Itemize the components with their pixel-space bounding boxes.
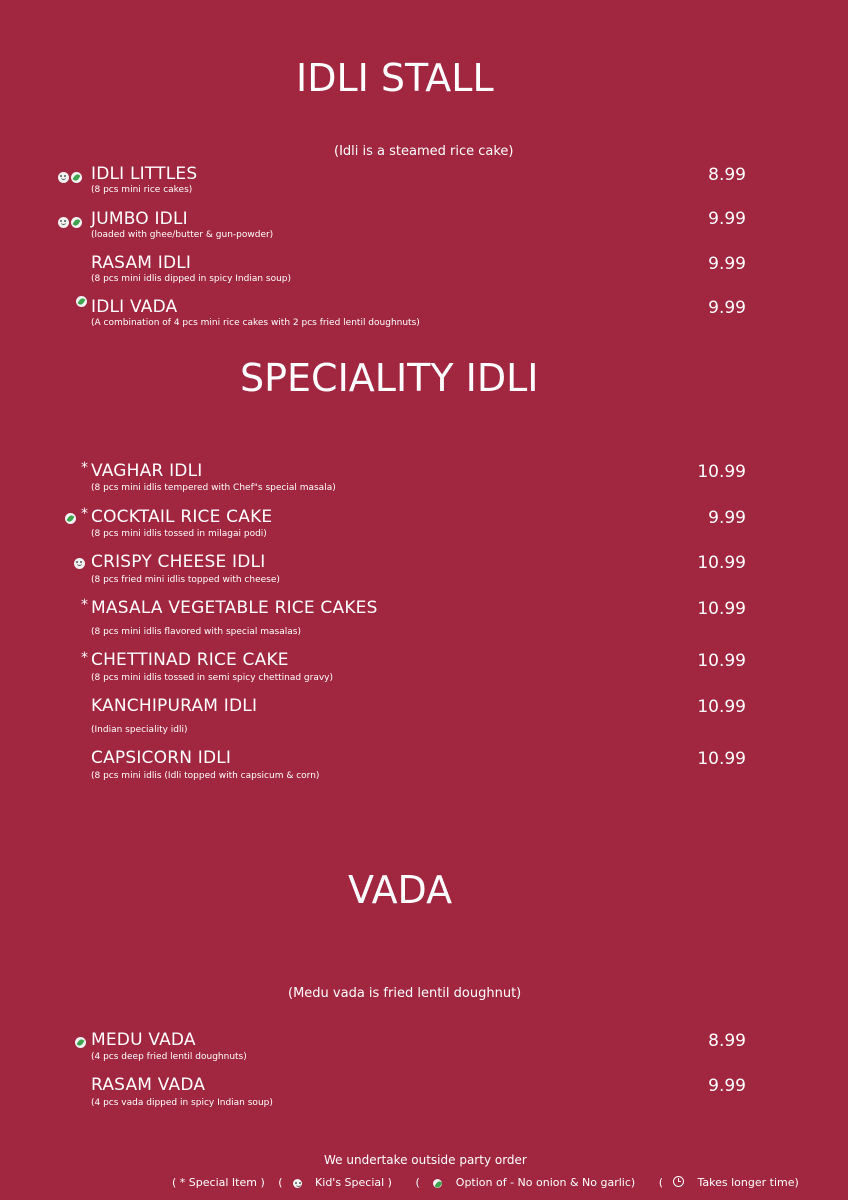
menu-item-price: 9.99 (708, 298, 746, 318)
legend (172, 1176, 819, 1189)
menu-item-price: 10.99 (697, 697, 746, 717)
menu-item-desc: (4 pcs deep fried lentil doughnuts) (91, 1052, 247, 1062)
no-onion-garlic-icon (75, 1037, 86, 1048)
menu-item-price: 9.99 (708, 508, 746, 528)
menu-item-name: COCKTAIL RICE CAKE (91, 507, 273, 527)
menu-item-desc: (Indian speciality idli) (91, 725, 188, 735)
menu-item-price: 10.99 (697, 749, 746, 769)
kids-special-icon (74, 558, 85, 569)
menu-item-price: 10.99 (697, 462, 746, 482)
no-onion-garlic-icon (76, 296, 87, 307)
section-title-vada: VADA (348, 868, 453, 912)
section-subtitle-idli-stall: (Idli is a steamed rice cake) (334, 144, 514, 159)
legend-option (415, 1176, 648, 1189)
kids-special-icon (58, 217, 69, 228)
menu-item-desc: (8 pcs mini idlis (Idli topped with capsicum & corn) (91, 771, 320, 781)
menu-item-name: KANCHIPURAM IDLI (91, 696, 258, 716)
menu-item-price: 10.99 (697, 553, 746, 573)
legend-paren: ( (278, 1176, 283, 1189)
legend-kids-text: Kid's Special ) (315, 1176, 392, 1189)
marker-group (58, 212, 82, 231)
menu-item-desc: (8 pcs mini idlis dipped in spicy Indian soup) (91, 274, 292, 284)
legend-special-item: ( * Special Item ) (172, 1176, 265, 1189)
menu-item-name: JUMBO IDLI (91, 209, 188, 229)
marker-group (58, 167, 82, 186)
menu-item-price: 9.99 (708, 1076, 746, 1096)
special-item-star: * (81, 460, 88, 476)
marker-group (76, 291, 87, 310)
kids-special-icon (58, 172, 69, 183)
menu-item-price: 9.99 (708, 254, 746, 274)
marker-group (74, 553, 85, 572)
menu-item-name: CRISPY CHEESE IDLI (91, 552, 266, 572)
menu-item-desc: (8 pcs mini rice cakes) (91, 185, 193, 195)
menu-item-name: RASAM VADA (91, 1075, 206, 1095)
menu-item-name: CAPSICORN IDLI (91, 748, 232, 768)
menu-item-desc: (A combination of 4 pcs mini rice cakes with 2 pcs fried lentil doughnuts) (91, 318, 420, 328)
section-title-speciality-idli: SPECIALITY IDLI (240, 356, 539, 400)
party-order-note: We undertake outside party order (324, 1153, 527, 1167)
menu-item-name: VAGHAR IDLI (91, 461, 203, 481)
legend-time-text: Takes longer time) (697, 1176, 799, 1189)
legend-longer-time (659, 1176, 809, 1189)
menu-item-name: RASAM IDLI (91, 253, 192, 273)
menu-item-desc: (loaded with ghee/butter & gun-powder) (91, 230, 274, 240)
special-item-star: * (81, 650, 88, 666)
no-onion-garlic-icon (65, 513, 76, 524)
legend-paren: ( (658, 1176, 663, 1189)
special-item-star: * (81, 597, 88, 613)
menu-item-price: 10.99 (697, 599, 746, 619)
menu-item-name: IDLI LITTLES (91, 164, 198, 184)
marker-group (75, 1032, 86, 1051)
section-title-idli-stall: IDLI STALL (296, 56, 494, 100)
menu-item-name: MASALA VEGETABLE RICE CAKES (91, 598, 378, 618)
menu-item-price: 8.99 (708, 165, 746, 185)
menu-item-desc: (8 pcs fried mini idlis topped with cheese) (91, 575, 280, 585)
special-item-star: * (81, 506, 88, 522)
no-onion-garlic-icon (71, 172, 82, 183)
menu-item-name: IDLI VADA (91, 297, 178, 317)
menu-item-price: 10.99 (697, 651, 746, 671)
menu-item-name: MEDU VADA (91, 1030, 196, 1050)
menu-item-desc: (4 pcs vada dipped in spicy Indian soup) (91, 1098, 273, 1108)
kids-special-icon (293, 1179, 302, 1188)
menu-item-desc: (8 pcs mini idlis flavored with special masalas) (91, 627, 301, 637)
menu-item-price: 9.99 (708, 209, 746, 229)
no-onion-garlic-icon (71, 217, 82, 228)
section-subtitle-vada: (Medu vada is fried lentil doughnut) (288, 986, 522, 1001)
menu-item-name: CHETTINAD RICE CAKE (91, 650, 289, 670)
menu-item-desc: (8 pcs mini idlis tossed in milagai podi) (91, 529, 267, 539)
marker-group (65, 508, 76, 527)
menu-item-desc: (8 pcs mini idlis tempered with Chef"s special masala) (91, 483, 336, 493)
menu-item-desc: (8 pcs mini idlis tossed in semi spicy chettinad gravy) (91, 673, 334, 683)
clock-icon (673, 1176, 684, 1187)
legend-kids-special (278, 1176, 405, 1189)
menu-item-price: 8.99 (708, 1031, 746, 1051)
legend-option-text: Option of - No onion & No garlic) (455, 1176, 636, 1189)
no-onion-garlic-icon (433, 1179, 442, 1188)
legend-paren: ( (415, 1176, 420, 1189)
